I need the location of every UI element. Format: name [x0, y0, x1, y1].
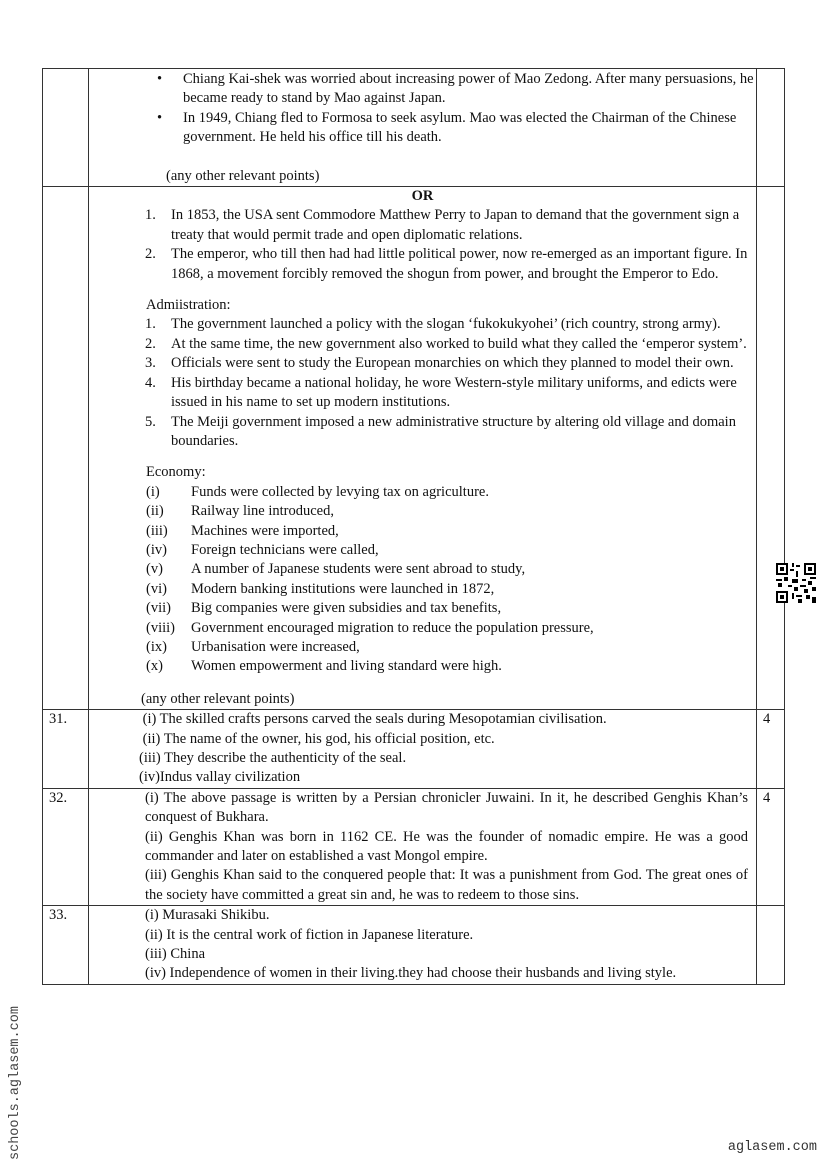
item-number: 5.	[145, 413, 156, 430]
item-number: 4.	[145, 374, 156, 391]
answer-line: (iv)Indus vallay civilization	[139, 769, 301, 786]
answer-line: (i) Murasaki Shikibu.	[145, 907, 270, 924]
marks-cell	[757, 69, 785, 187]
item-number: (ix)	[146, 638, 167, 655]
list-item	[89, 638, 756, 657]
list-item: • Chiang Kai-shek was worried about increasing power of Mao Zedong. After many persuasions, he became ready to stand by Mao against Japan.	[183, 70, 756, 109]
item-number: (ii)	[146, 503, 164, 520]
item-number: 1.	[145, 316, 156, 333]
answer-cell	[89, 906, 757, 985]
item-text: The emperor, who till then had had little political power, now re-emerged as an important figure. In 1868, a movement forcibly removed the shogun from power, and brought the Emperor to Edo.	[171, 246, 748, 282]
answer-line: (ii) The name of the owner, his god, his official position, etc.	[139, 730, 495, 747]
admin-list	[89, 315, 756, 451]
answer-table	[42, 68, 785, 985]
list-item	[89, 541, 756, 560]
item-number: (vi)	[146, 580, 167, 597]
relevant-points-note: (any other relevant points)	[166, 167, 320, 184]
question-number: 32.	[43, 788, 89, 905]
answer-line: (i) The skilled crafts persons carved the seals during Mesopotamian civilisation.	[139, 711, 607, 728]
or-label: OR	[411, 188, 434, 205]
list-item	[89, 374, 756, 413]
list-item	[89, 413, 756, 452]
answer-line: (iii) China	[145, 946, 206, 963]
item-number: 2.	[145, 246, 156, 263]
item-text: Funds were collected by levying tax on agriculture.	[191, 483, 489, 500]
marks: 4	[757, 788, 785, 905]
item-number: (vii)	[146, 600, 171, 617]
answer-paragraph: (iii) Genghis Khan said to the conquered people that: It was a punishment from God. The great ones of the society have committed a great sin and, he was to redeem to those sins.	[145, 867, 748, 903]
side-watermark: schools.aglasem.com	[8, 1006, 23, 1160]
item-text: Railway line introduced,	[191, 503, 334, 520]
economy-list	[89, 483, 756, 677]
item-text: Machines were imported,	[191, 522, 339, 539]
answer-cell	[89, 788, 757, 905]
admin-heading: Admiistration:	[146, 297, 231, 314]
item-number: 1.	[145, 207, 156, 224]
question-number-cell	[43, 187, 89, 710]
qr-code-icon	[776, 563, 816, 603]
item-text: Foreign technicians were called,	[191, 541, 379, 558]
item-number: (i)	[146, 483, 160, 500]
list-item	[89, 619, 756, 638]
question-number: 33.	[43, 906, 89, 985]
list-item	[89, 522, 756, 541]
table-row	[43, 710, 785, 789]
item-text: Urbanisation were increased,	[191, 638, 360, 655]
answer-cell	[89, 69, 757, 187]
answer-cell	[89, 187, 757, 710]
item-text: Government encouraged migration to reduce the population pressure,	[191, 619, 594, 636]
footer-watermark: aglasem.com	[727, 1140, 817, 1155]
item-text: Women empowerment and living standard were high.	[191, 658, 502, 675]
list-item	[89, 560, 756, 579]
intro-list	[89, 206, 756, 284]
item-text: In 1853, the USA sent Commodore Matthew Perry to Japan to demand that the government sign a treaty that would permit trade and open diplomatic relations.	[171, 207, 740, 243]
list-item: • In 1949, Chiang fled to Formosa to seek asylum. Mao was elected the Chairman of the Chinese government. He held his office till his death.	[183, 109, 756, 148]
answer-line: (ii) It is the central work of fiction in Japanese literature.	[145, 926, 474, 943]
marks: 4	[757, 710, 785, 789]
answer-cell	[89, 710, 757, 789]
answer-paragraph: (i) The above passage is written by a Persian chronicler Juwaini. In it, he described Genghis Khan’s conquest of Bukhara.	[145, 789, 748, 826]
item-number: (iii)	[146, 522, 168, 539]
item-text: A number of Japanese students were sent abroad to study,	[191, 561, 526, 578]
item-number: 2.	[145, 335, 156, 352]
list-item	[89, 354, 756, 373]
list-item	[89, 483, 756, 502]
answer-paragraph: (ii) Genghis Khan was born in 1162 CE. He was the founder of nomadic empire. He was a good commander and later on established a vast Mongol empire.	[145, 828, 748, 865]
item-number: (v)	[146, 561, 163, 578]
list-item	[89, 335, 756, 354]
item-text: Officials were sent to study the European monarchies on which they planned to model their own.	[171, 355, 734, 372]
item-text: At the same time, the new government also worked to build what they called the ‘emperor system’.	[171, 335, 747, 352]
list-item	[89, 657, 756, 676]
item-number: 3.	[145, 355, 156, 372]
list-item	[89, 315, 756, 334]
table-row	[43, 906, 785, 985]
item-number: (iv)	[146, 541, 167, 558]
bullet-list	[89, 70, 756, 148]
table-row	[43, 187, 785, 710]
item-text: His birthday became a national holiday, he wore Western-style military uniforms, and edicts were issued in his name to set up modern institutions.	[171, 374, 737, 411]
list-item	[89, 245, 756, 284]
list-item	[89, 599, 756, 618]
answer-line: (iv) Independence of women in their living.they had choose their husbands and living style.	[145, 965, 677, 982]
answer-line: (iii) They describe the authenticity of the seal.	[139, 750, 407, 766]
item-text: The Meiji government imposed a new administrative structure by altering old village and domain boundaries.	[171, 413, 736, 449]
economy-heading: Economy:	[146, 464, 206, 481]
item-number: (x)	[146, 658, 163, 675]
question-number: 31.	[43, 710, 89, 789]
table-row	[43, 788, 785, 905]
item-number: (viii)	[146, 619, 175, 636]
relevant-points-note: (any other relevant points)	[141, 690, 295, 707]
list-item	[89, 502, 756, 521]
marks-cell	[757, 187, 785, 710]
item-text: Big companies were given subsidies and tax benefits,	[191, 600, 502, 617]
table-row	[43, 69, 785, 187]
question-number-cell	[43, 69, 89, 187]
marks	[757, 906, 785, 985]
item-text: The government launched a policy with the slogan ‘fukokukyohei’ (rich country, strong army).	[171, 316, 721, 333]
list-item	[89, 580, 756, 599]
item-text: Modern banking institutions were launched in 1872,	[191, 580, 495, 597]
list-item	[89, 206, 756, 245]
